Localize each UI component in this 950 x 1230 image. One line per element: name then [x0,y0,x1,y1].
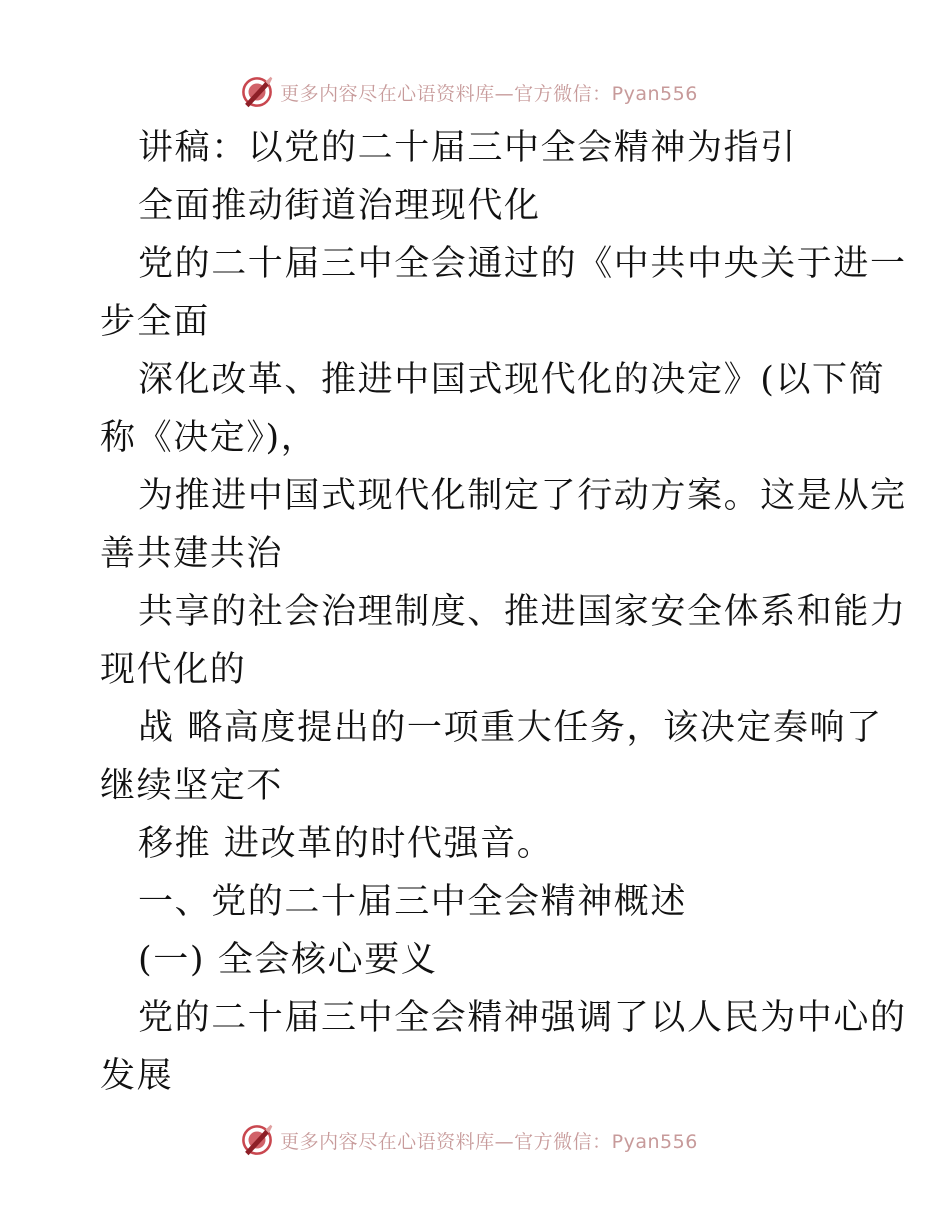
section-heading: 一、党的二十届三中全会精神概述 [138,882,688,922]
text-line: 发展 [100,1056,174,1096]
watermark-text: 更多内容尽在心语资料库—官方微信：Pyan556 [280,82,698,105]
text-line: 党的二十届三中全会精神强调了以人民为中心的 [138,998,907,1038]
text-line: 移推 进改革的时代强音。 [138,824,554,864]
text-line: 为推进中国式现代化制定了行动方案。这是从完 [138,476,907,516]
text-line: 步全面 [100,302,210,342]
text-line: 继续坚定不 [100,766,284,806]
text-line: 现代化的 [100,650,247,690]
text-line: 共享的社会治理制度、推进国家安全体系和能力 [138,592,907,632]
watermark-header [0,72,950,112]
pen-seal-icon [240,75,274,109]
text-line: 善共建共治 [100,534,284,574]
text-line: 战 略高度提出的一项重大任务，该决定奏响了 [138,708,883,748]
pen-seal-icon [240,1123,274,1157]
watermark-footer [0,1120,950,1160]
document-title-line-1: 讲稿：以党的二十届三中全会精神为指引 [138,128,797,168]
text-line: 深化改革、推进中国式现代化的决定》(以下简 [138,360,886,400]
text-line: 称《决定》)， [100,418,318,458]
text-line: 党的二十届三中全会通过的《中共中央关于进一 [138,244,907,284]
subsection-heading: (一) 全会核心要义 [138,940,438,980]
watermark-text: 更多内容尽在心语资料库—官方微信：Pyan556 [280,1130,698,1153]
document-title-line-2: 全面推动街道治理现代化 [138,186,541,226]
